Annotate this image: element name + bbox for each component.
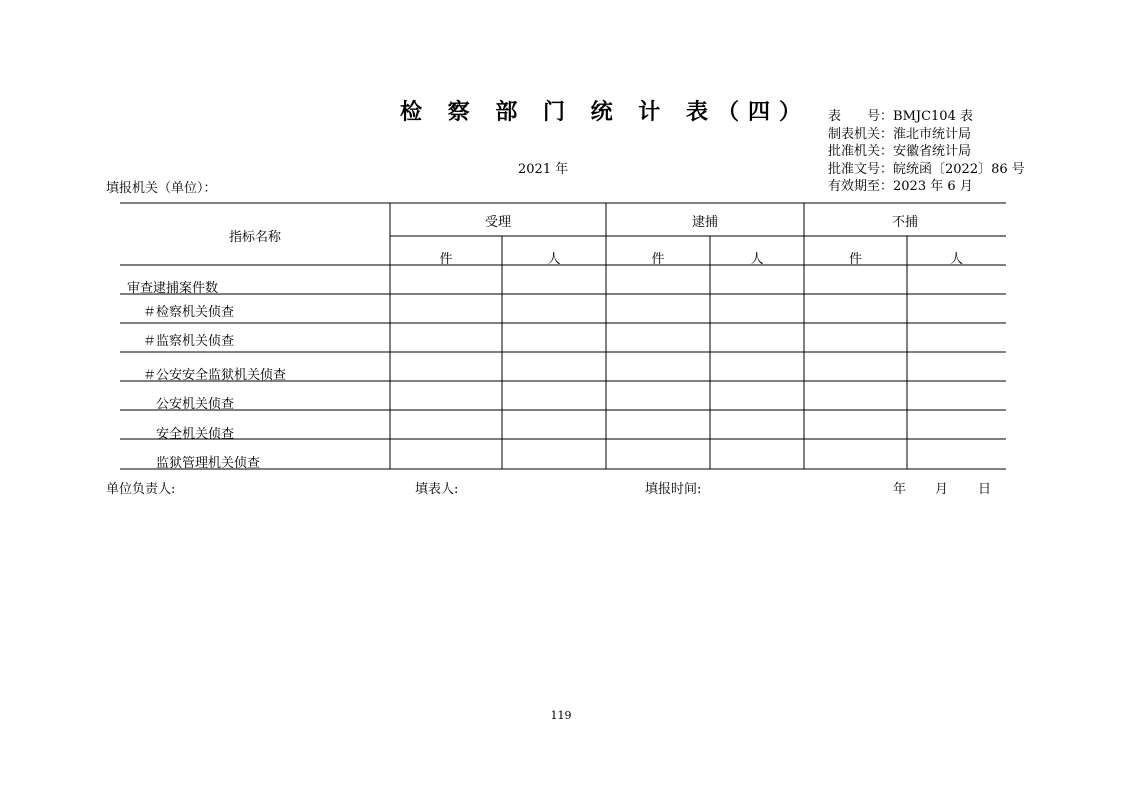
subheader-cases: 件 [439,252,453,267]
report-year: 2021 年 [518,162,569,177]
group-header-not-arrested: 不捕 [891,215,918,230]
group-header-arrested: 逮捕 [691,215,718,230]
meta-valid-until: 有效期至：2023 年 6 月 [828,179,973,194]
meta-approval-number: 批准文号：皖统函〔2022〕86 号 [828,161,1025,177]
meta-issuing-agency: 制表机关：淮北市统计局 [828,126,972,142]
row-label-procuratorate-investigation: ＃检察机关侦查 [143,305,235,320]
footer-fill-time: 填报时间: [645,482,702,497]
subheader-persons: 人 [547,252,561,267]
subheader-persons: 人 [750,252,764,267]
page-title: 检 察 部 门 统 计 表（四） [400,100,810,125]
reporting-unit-label: 填报机关（单位）： [106,181,217,196]
page-number: 119 [550,709,572,722]
row-label-police-security-prison-investigation: ＃公安安全监狱机关侦查 [143,368,287,383]
meta-form-number: 表 号：BMJC104 表 [828,109,973,124]
row-label-supervisory-investigation: ＃监察机关侦查 [143,334,235,349]
footer-year: 年 [893,482,907,497]
subheader-cases: 件 [651,252,665,267]
footer-month: 月 [935,482,949,497]
row-label-police-investigation: 公安机关侦查 [156,397,235,412]
footer-unit-head: 单位负责人: [106,482,176,497]
footer-day: 日 [978,482,992,497]
group-header-accepted: 受理 [484,215,511,230]
row-label-state-security-investigation: 安全机关侦查 [156,427,235,442]
footer-filler: 填表人: [415,482,459,497]
row-label-prison-admin-investigation: 监狱管理机关侦查 [156,456,261,471]
subheader-cases: 件 [848,252,862,267]
meta-approval-agency: 批准机关：安徽省统计局 [828,144,972,159]
row-label-review-arrest-cases: 审查逮捕案件数 [127,281,219,296]
indicator-header: 指标名称 [228,230,281,245]
subheader-persons: 人 [949,252,963,267]
